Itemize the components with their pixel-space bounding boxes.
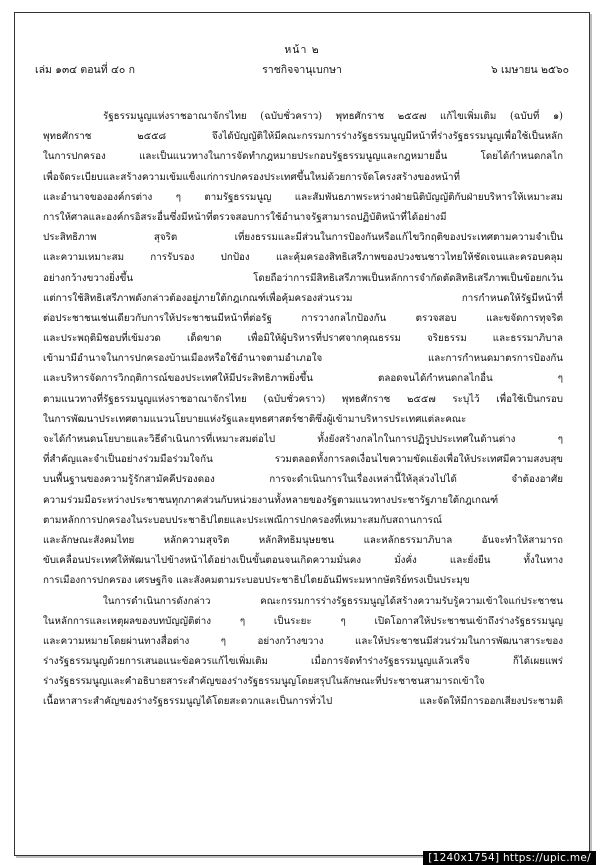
text-line: ขับเคลื่อนประเทศให้พัฒนาไปข้างหน้าได้อย่างเป็นขั้นตอนจนเกิดความมั่นคง มั่งคั่ง และยั่งยืน ทั้งในทาง [43,555,563,567]
text-line: ในการดำเนินการดังกล่าว คณะกรรมการร่างรัฐธรรมนูญได้สร้างความรับรู้ความเข้าใจแก่ประชาชน [103,595,563,607]
text-line: และลักษณะสังคมไทย หลักความสุจริต หลักสิทธิมนุษยชน และหลักธรรมาภิบาล อันจะทำให้สามารถ [43,534,563,546]
text-line: และความเหมาะสม การรับรอง ปกป้อง และคุ้มครองสิทธิเสรีภาพของปวงชนชาวไทยให้ชัดเจนและครอบคลุม [43,252,563,264]
text-line: การเมืองการปกครอง เศรษฐกิจ และสังคมตามระบอบประชาธิปไตยอันมีพระมหากษัตริย์ทรงเป็นประมุข [43,575,470,587]
text-line: รัฐธรรมนูญแห่งราชอาณาจักรไทย (ฉบับชั่วคราว) พุทธศักราช ๒๕๕๗ แก้ไขเพิ่มเติม (ฉบับที่ ๑) [103,111,563,122]
text-line: และประพฤติมิชอบที่เข้มงวด เด็ดขาด เพื่อมิให้ผู้บริหารที่ปราศจากคุณธรรม จริยธรรม และธรรมาภิบาล [43,333,563,345]
text-line: ร่างรัฐธรรมนูญและคำอธิบายสาระสำคัญของร่างรัฐธรรมนูญโดยสรุปในลักษณะที่ประชาชนสามารถเข้าใจ [43,676,485,688]
text-line: ในการพัฒนาประเทศตามแนวนโยบายแห่งรัฐและยุทธศาสตร์ชาติซึ่งผู้เข้ามาบริหารประเทศแต่ละคณะ [43,413,467,425]
text-line: ตามหลักการปกครองในระบอบประชาธิปไตยและประเพณีการปกครองที่เหมาะสมกับสถานการณ์ [43,514,443,526]
text-line: บนพื้นฐานของความรู้รักสามัคคีปรองดอง การจะดำเนินการในเรื่องเหล่านี้ให้ลุล่วงไปได้ จำต้องอาศัย [43,474,563,486]
text-line: ในการปกครอง และเป็นแนวทางในการจัดทำกฎหมายประกอบรัฐธรรมนูญและกฎหมายอื่น โดยได้กำหนดกลไก [43,151,563,163]
gazette-header [35,61,569,75]
text-line: ตามแนวทางที่รัฐธรรมนูญแห่งราชอาณาจักรไทย (ฉบับชั่วคราว) พุทธศักราช ๒๕๕๗ ระบุไว้ เพื่อใช้เป็นกรอบ [43,393,563,405]
text-line: การให้ศาลและองค์กรอิสระอื่นซึ่งมีหน้าที่ตรวจสอบการใช้อำนาจรัฐสามารถปฏิบัติหน้าที่ได้อย่างมี [43,211,447,223]
volume-issue: เล่ม ๑๓๔ ตอนที่ ๔๐ ก [35,64,136,76]
text-line: และบริหารจัดการวิกฤติการณ์ของประเทศให้มีประสิทธิภาพยิ่งขึ้น ตลอดจนได้กำหนดกลไกอื่น ๆ [43,373,563,385]
text-line: ร่างรัฐธรรมนูญด้วยการเสนอแนะข้อควรแก้ไขเพิ่มเติม เมื่อการจัดทำร่างรัฐธรรมนูญแล้วเสร็จ ก็ได้เผยแพร่ [43,656,563,668]
text-line: ในหลักการและเหตุผลของบทบัญญัติต่าง ๆ เป็นระยะ ๆ เปิดโอกาสให้ประชาชนเข้าถึงร่างรัฐธรรมนูญ [43,615,563,627]
text-line: และความหมายโดยผ่านทางสื่อต่าง ๆ อย่างกว้างขวาง และให้ประชาชนมีส่วนร่วมในการพัฒนาสาระของ [43,635,563,647]
document-body [43,107,563,713]
text-line: เนื้อหาสาระสำคัญของร่างรัฐธรรมนูญได้โดยสะดวกและเป็นการทั่วไป และจัดให้มีการออกเสียงประชามติ [43,696,563,708]
text-line: พุทธศักราช ๒๕๕๘ จึงได้บัญญัติให้มีคณะกรรมการร่างรัฐธรรมนูญมีหน้าที่ร่างรัฐธรรมนูญเพื่อใช้เป็นหลัก [43,131,563,143]
text-line: อย่างกว้างขวางยิ่งขึ้น โดยถือว่าการมีสิทธิเสรีภาพเป็นหลักการจำกัดตัดสิทธิเสรีภาพเป็นข้อยกเว้น [43,272,563,284]
text-line: เพื่อจัดระเบียบและสร้างความเข้มแข็งแก่การปกครองประเทศขึ้นใหม่ด้วยการจัดโครงสร้างของหน้าที่ [43,171,460,183]
text-line: ที่สำคัญและจำเป็นอย่างร่วมมือร่วมใจกัน รวมตลอดทั้งการลดเงื่อนไขความขัดแย้งเพื่อให้ประเทศมีความสงบสุข [43,454,563,466]
text-line: ความร่วมมือระหว่างประชาชนทุกภาคส่วนกับหน่วยงานทั้งหลายของรัฐตามแนวทางประชารัฐภายใต้กฎเกณฑ์ [43,494,499,506]
text-line: และอำนาจขององค์กรต่าง ๆ ตามรัฐธรรมนูญ และสัมพันธภาพระหว่างฝ่ายนิติบัญญัติกับฝ่ายบริหารให้เหมาะสม [43,191,563,203]
page-number: หน้า ๒ [284,44,320,56]
text-line: ประสิทธิภาพ สุจริต เที่ยงธรรมและมีส่วนในการป้องกันหรือแก้ไขวิกฤติของประเทศตามความจำเป็น [43,232,563,244]
text-line: เข้ามามีอำนาจในการปกครองบ้านเมืองหรือใช้อำนาจตามอำเภอใจ และการกำหนดมาตรการป้องกัน [43,353,563,365]
text-line: แต่การใช้สิทธิเสรีภาพดังกล่าวต้องอยู่ภายใต้กฎเกณฑ์เพื่อคุ้มครองส่วนรวม การกำหนดให้รัฐมีหน้าที่ [43,292,563,304]
image-source-tag: [1240x1754] https://upic.me/ [423,851,596,865]
gazette-title: ราชกิจจานุเบกษา [262,64,342,76]
text-line: จะได้กำหนดนโยบายและวิธีดำเนินการที่เหมาะสมต่อไป ทั้งยังสร้างกลไกในการปฏิรูปประเทศในด้านต่าง ๆ [43,434,563,445]
page-frame [14,12,590,856]
issue-date: ๖ เมษายน ๒๕๖๐ [491,64,569,76]
text-line: ต่อประชาชนเช่นเดียวกับการให้ประชาชนมีหน้าที่ต่อรัฐ การวางกลไกป้องกัน ตรวจสอบ และขจัดการทุจริต [43,312,563,324]
